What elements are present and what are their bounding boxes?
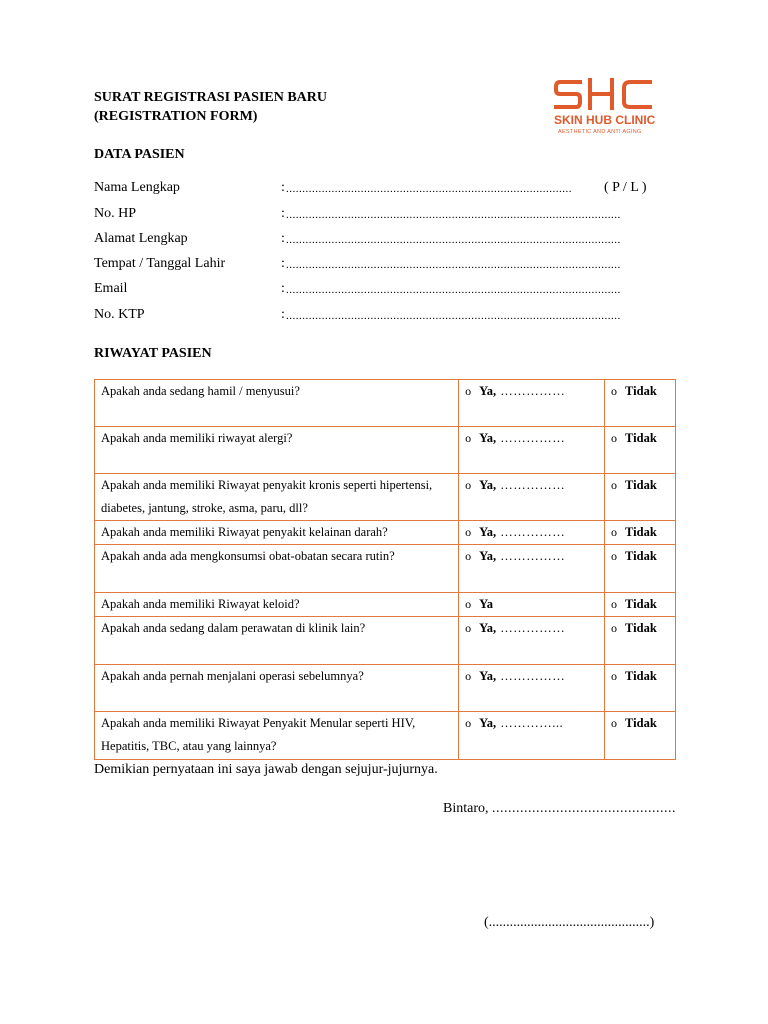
field-label: No. HP (94, 206, 137, 221)
question-cell: Apakah anda memiliki Riwayat penyakit kronis seperti hipertensi, diabetes, jantung, stroke, asma, paru, dll? (95, 474, 459, 521)
field-colon: : (281, 281, 285, 296)
field-colon: : (281, 206, 285, 221)
field-input[interactable]: ........................................................................................ (286, 183, 572, 195)
question-cell: Apakah anda pernah menjalani operasi sebelumnya? (95, 665, 459, 712)
yes-detail-field[interactable]: …………… (500, 431, 566, 445)
no-option[interactable] (605, 521, 676, 545)
field-input[interactable]: ....................................................................................................... (286, 310, 621, 322)
statement-text: Demikian pernyataan ini saya jawab dengan sejujur-jujurnya. (94, 762, 438, 777)
yes-detail-field[interactable]: …………… (500, 525, 566, 539)
no-label: Tidak (625, 384, 657, 398)
yes-option[interactable] (459, 427, 605, 474)
yes-option[interactable] (459, 665, 605, 712)
yes-option[interactable] (459, 521, 605, 545)
yes-detail-field[interactable]: …………… (500, 549, 566, 563)
yes-label: Ya, (479, 669, 497, 683)
yes-label: Ya, (479, 384, 497, 398)
radio-bullet-icon[interactable]: o (611, 431, 618, 445)
question-cell: Apakah anda ada mengkonsumsi obat-obatan secara rutin? (95, 545, 459, 593)
no-label: Tidak (625, 669, 657, 683)
no-label: Tidak (625, 478, 657, 492)
yes-option[interactable] (459, 474, 605, 521)
logo-tagline: AESTHETIC AND ANTI AGING (558, 129, 642, 135)
data-pasien-heading: DATA PASIEN (94, 147, 185, 162)
field-colon: : (281, 307, 285, 322)
table-row (95, 474, 676, 521)
field-colon: : (281, 256, 285, 271)
radio-bullet-icon[interactable]: o (611, 597, 618, 611)
radio-bullet-icon[interactable]: o (465, 384, 472, 398)
table-row (95, 712, 676, 760)
field-row (94, 281, 674, 301)
field-row (94, 307, 674, 327)
field-input[interactable]: ....................................................................................................... (286, 284, 621, 296)
table-row (95, 593, 676, 617)
no-label: Tidak (625, 716, 657, 730)
field-label: Tempat / Tanggal Lahir (94, 256, 226, 271)
radio-bullet-icon[interactable]: o (611, 549, 618, 563)
no-option[interactable] (605, 665, 676, 712)
radio-bullet-icon[interactable]: o (465, 621, 472, 635)
gender-option[interactable]: ( P / L ) (604, 180, 647, 195)
table-row (95, 617, 676, 665)
no-label: Tidak (625, 597, 657, 611)
yes-detail-field[interactable]: …………… (500, 478, 566, 492)
history-table (94, 379, 676, 760)
yes-label: Ya, (479, 525, 497, 539)
yes-label: Ya, (479, 549, 497, 563)
logo-name: SKIN HUB CLINIC (554, 113, 656, 127)
field-colon: : (281, 180, 285, 195)
no-label: Tidak (625, 431, 657, 445)
yes-detail-field[interactable]: …………… (500, 669, 566, 683)
question-cell: Apakah anda memiliki riwayat alergi? (95, 427, 459, 474)
form-title: SURAT REGISTRASI PASIEN BARU (94, 90, 328, 105)
radio-bullet-icon[interactable]: o (465, 597, 472, 611)
radio-bullet-icon[interactable]: o (465, 669, 472, 683)
no-label: Tidak (625, 549, 657, 563)
no-option[interactable] (605, 427, 676, 474)
table-row (95, 545, 676, 593)
field-label: Email (94, 281, 128, 296)
table-row (95, 380, 676, 427)
field-label: Alamat Lengkap (94, 231, 188, 246)
yes-label: Ya, (479, 621, 497, 635)
place-label: Bintaro, (443, 801, 489, 816)
radio-bullet-icon[interactable]: o (611, 478, 618, 492)
yes-detail-field[interactable]: …………… (500, 384, 566, 398)
radio-bullet-icon[interactable]: o (465, 525, 472, 539)
field-label: Nama Lengkap (94, 180, 180, 195)
place-date (443, 801, 676, 817)
radio-bullet-icon[interactable]: o (465, 549, 472, 563)
clinic-logo (550, 76, 660, 146)
date-field[interactable]: .............................................. (492, 801, 676, 816)
field-row (94, 231, 674, 251)
radio-bullet-icon[interactable]: o (611, 384, 618, 398)
riwayat-heading: RIWAYAT PASIEN (94, 346, 212, 361)
yes-option[interactable] (459, 593, 605, 617)
field-input[interactable]: ....................................................................................................... (286, 209, 621, 221)
no-option[interactable] (605, 617, 676, 665)
field-label: No. KTP (94, 307, 145, 322)
shc-logo-mark (550, 76, 660, 112)
question-cell: Apakah anda memiliki Riwayat Penyakit Menular seperti HIV, Hepatitis, TBC, atau yang lainnya? (95, 712, 459, 760)
radio-bullet-icon[interactable]: o (611, 621, 618, 635)
yes-label: Ya, (479, 431, 497, 445)
no-option[interactable] (605, 545, 676, 593)
table-row (95, 665, 676, 712)
yes-option[interactable] (459, 712, 605, 760)
radio-bullet-icon[interactable]: o (465, 478, 472, 492)
radio-bullet-icon[interactable]: o (611, 669, 618, 683)
no-option[interactable] (605, 712, 676, 760)
field-row (94, 256, 674, 276)
yes-label: Ya, (479, 716, 497, 730)
question-cell: Apakah anda memiliki Riwayat penyakit kelainan darah? (95, 521, 459, 545)
radio-bullet-icon[interactable]: o (611, 525, 618, 539)
signature-field[interactable]: (..............................................) (484, 915, 655, 930)
no-option[interactable] (605, 380, 676, 427)
radio-bullet-icon[interactable]: o (465, 431, 472, 445)
field-row (94, 206, 674, 226)
yes-option[interactable] (459, 545, 605, 593)
question-cell: Apakah anda sedang hamil / menyusui? (95, 380, 459, 427)
no-option[interactable] (605, 474, 676, 521)
form-subtitle: (REGISTRATION FORM) (94, 109, 258, 124)
yes-detail-field[interactable]: …………… (500, 621, 566, 635)
yes-option[interactable] (459, 380, 605, 427)
no-label: Tidak (625, 525, 657, 539)
radio-bullet-icon[interactable]: o (465, 716, 472, 730)
field-row (94, 180, 674, 200)
field-colon: : (281, 231, 285, 246)
table-row (95, 427, 676, 474)
question-cell: Apakah anda sedang dalam perawatan di klinik lain? (95, 617, 459, 665)
field-input[interactable]: ....................................................................................................... (286, 259, 621, 271)
question-cell: Apakah anda memiliki Riwayat keloid? (95, 593, 459, 617)
field-input[interactable]: ....................................................................................................... (286, 234, 621, 246)
yes-detail-field[interactable]: …………... (500, 716, 564, 730)
radio-bullet-icon[interactable]: o (611, 716, 618, 730)
yes-label: Ya (479, 597, 494, 611)
yes-option[interactable] (459, 617, 605, 665)
no-option[interactable] (605, 593, 676, 617)
yes-label: Ya, (479, 478, 497, 492)
no-label: Tidak (625, 621, 657, 635)
table-row (95, 521, 676, 545)
